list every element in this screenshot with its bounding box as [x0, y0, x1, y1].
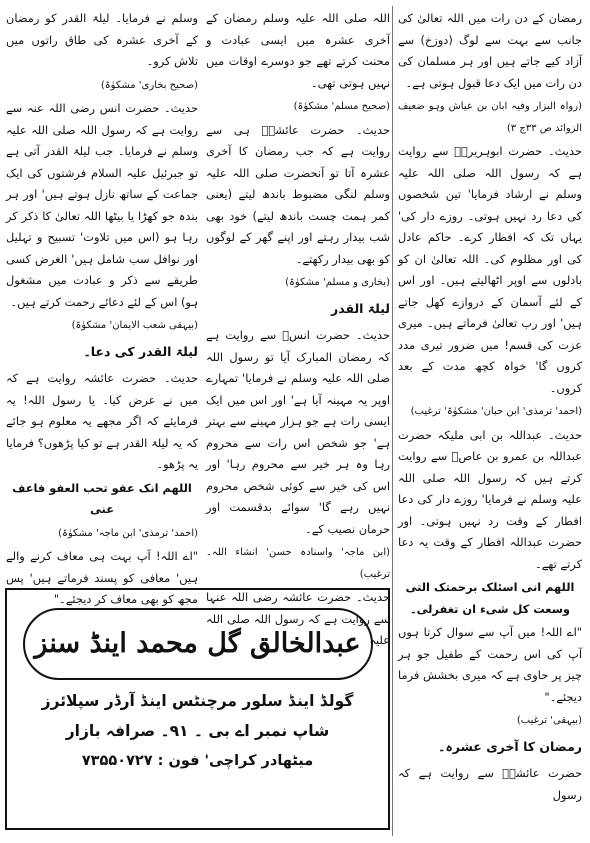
column-left-head: لیلۃ القدر کی دعا۔: [83, 343, 198, 359]
column-right-head: رمضان کا آخری عشرہ۔: [438, 738, 582, 754]
column-left-ref: (احمد' ترمذی' ابن ماجہ' مشکوٰۃ): [58, 527, 198, 539]
column-left-arabic: اللھم انک عفو تحب العفو فاعف عنی: [12, 480, 192, 516]
column-left-p: "اے اللہ! آپ بہت ہی معاف کرنے والے ہیں' معافی کو پسند فرماتے ہیں' پس مجھ کو بھی معاف کر دیجئے۔": [6, 549, 198, 606]
text-column-right: [398, 8, 582, 838]
column-right-p: حدیث۔ عبداللہ بن ابی ملیکہ حضرت عبداللہ بن عمرو بن عاصؓ سے روایت کرتے ہیں کہ رسول اللہ صلی اللہ علیہ وسلم نے فرمایا' روزے دار کی دعا افطار کے وقت رد نہیں ہوتی۔ اور حضرت عبداللہ افطار کے وقت یہ دعا کرتے تھے۔: [398, 427, 582, 571]
ad-company-name: عبدالخالق گل محمد اینڈ سنز: [23, 608, 373, 680]
ad-business-line: گولڈ اینڈ سلور مرچنٹس اینڈ آرڈر سپلائرز: [41, 692, 354, 710]
column-left-ref: (بیہقی شعب الایمان' مشکوٰۃ): [71, 320, 198, 331]
column-middle-ref: (بخاری و مسلم' مشکوٰۃ): [285, 277, 390, 288]
column-left-p: وسلم نے فرمایا۔ لیلۃ القدر کو رمضان کے آخری عشرہ کی طاق راتوں میں تلاش کرو۔: [6, 11, 198, 68]
column-middle-ref: (ابن ماجہ' واسنادہ حسن' انشاء اللہ۔ ترغیب): [206, 547, 390, 580]
column-right-p: حضرت عائشہؓ سے روایت ہے کہ رسول: [398, 766, 582, 802]
column-middle-p: اللہ صلی اللہ علیہ وسلم رمضان کے آخری عشرہ میں ایسی عبادت و محنت کرتے تھے جو دوسرے اوقات میں نہیں ہوتی تھی۔: [206, 11, 390, 90]
advertisement-box: [5, 588, 390, 830]
column-right-ref: (رواہ البزار وفیہ ابان بن عیاش وہو ضعیف الزوائد ص ۳۳ج ۳): [398, 101, 582, 134]
column-right-p: حدیث۔ حضرت ابوہریرہؓ سے روایت ہے کہ رسول اللہ صلی اللہ علیہ وسلم نے ارشاد فرمایا' تین شخصوں کی دعا رد نہیں ہوتی۔ روزے دار کی' یہاں تک کہ افطار کرے۔ حاکم عادل کی اور مظلوم کی۔ اللہ تعالیٰ ان کو بادلوں سے اوپر اٹھالیتے ہیں۔ اور اس کے لئے آسمان کے دروازے کھل جاتے ہیں' اور رب تعالیٰ فرماتے ہیں۔ میری عزت کی قسم! میں ضرور تیری مدد کروں گا' خواہ کچھ مدت کے بعد کروں۔: [398, 144, 582, 395]
column-right-ref: (بیہقی' ترغیب): [516, 715, 582, 726]
ad-phone: میٹھادر کراچی' فون : ۷۳۵۵۰۷۲۷: [81, 753, 314, 769]
column-left-p: حدیث۔ حضرت عائشہ روایت ہے کہ میں نے عرض کیا۔ یا رسول اللہ! یہ فرمایئے کہ اگر مجھے یہ معلوم ہو جائے کہ یہ لیلۃ القدر ہے تو کیا پڑھوں؟ فرمایا یہ پڑھو۔: [6, 371, 198, 471]
column-middle-p: حدیث۔ حضرت عائشہؓ ہی سے روایت ہے کہ جب رمضان کا آخری عشرہ آتا تو آنحضرت صلی اللہ علیہ وسلم لنگی مضبوط باندھ لیتے (یعنی کمر ہمت چست باندھ لیتے) خود بھی شب بیدار رہتے اور اپنے گھر کے لوگوں کو بھی بیدار رکھتے۔: [206, 122, 390, 266]
column-middle-head: لیلۃ القدر: [331, 300, 390, 316]
column-right-arabic: اللھم انی اسئلک برحمتک التی وسعت کل شیء ان تغفرلی۔: [405, 580, 575, 616]
column-middle-p: حدیث۔ حضرت عائشہ رضی اللہ عنہا سے روایت ہے کہ رسول اللہ صلی اللہ علیہ: [206, 590, 390, 647]
text-column-left: [6, 8, 198, 606]
column-right-p: رمضان کے دن رات میں اللہ تعالیٰ کی جانب سے بہت سے لوگ (دوزخ) سے آزاد کیے جاتے ہیں اور ہر مسلمان کی دن رات میں ایک دعا قبول ہوتی ہے۔: [398, 11, 582, 90]
column-middle-p: حدیث۔ حضرت انسؓ سے روایت ہے کہ رمضان المبارک آیا تو رسول اللہ صلی اللہ علیہ وسلم نے فرمایا' تمہارے اوپر یہ مہینہ آیا ہے' اور اس میں ایک ایسی رات ہے جو ہزار مہینے سے بہتر ہے' جو شخص اس رات سے محروم رہا وہ ہر خیر سے محروم رہا' اور اس کی خیر سے کوئی شخص محروم نہیں رہے گا' سوائے بدقسمت اور حرمان نصیب کے۔: [206, 328, 390, 536]
column-middle-ref: (صحیح مسلم' مشکوٰۃ): [293, 101, 390, 112]
column-divider: [392, 6, 393, 836]
ad-shop-address: شاپ نمبر اے بی ۔ ۹۱۔ صرافہ بازار: [65, 722, 330, 740]
text-column-middle: [206, 8, 390, 647]
column-right-p: "اے اللہ! میں آپ سے سوال کرتا ہوں آپ کی اس رحمت کے طفیل جو ہر چیز پر حاوی ہے کہ میری بخشش فرما دیجئے۔": [398, 625, 582, 704]
column-left-p: حدیث۔ حضرت انس رضی اللہ عنہ سے روایت ہے کہ رسول اللہ صلی اللہ علیہ وسلم نے فرمایا۔ جب لیلۃ القدر آتی ہے تو جبرئیل علیہ السلام فرشتوں کی ایک جماعت کے ساتھ نازل ہوتے ہیں' اور ہر بندہ جو کھڑا یا بیٹھا اللہ تعالیٰ کا ذکر کر رہا ہو (اس میں تلاوت' تسبیح و تہلیل اور نوافل سب شامل ہیں' الغرض کسی طریقے سے ذکر و عبادت میں مشغول ہو) اس کے لئے دعائے رحمت کرتے ہیں۔: [6, 101, 198, 309]
column-left-ref: (صحیح بخاری' مشکوٰۃ): [100, 79, 198, 91]
column-right-ref: (احمد' ترمذی' ابن حبان' مشکوٰۃ' ترغیب): [410, 406, 582, 417]
